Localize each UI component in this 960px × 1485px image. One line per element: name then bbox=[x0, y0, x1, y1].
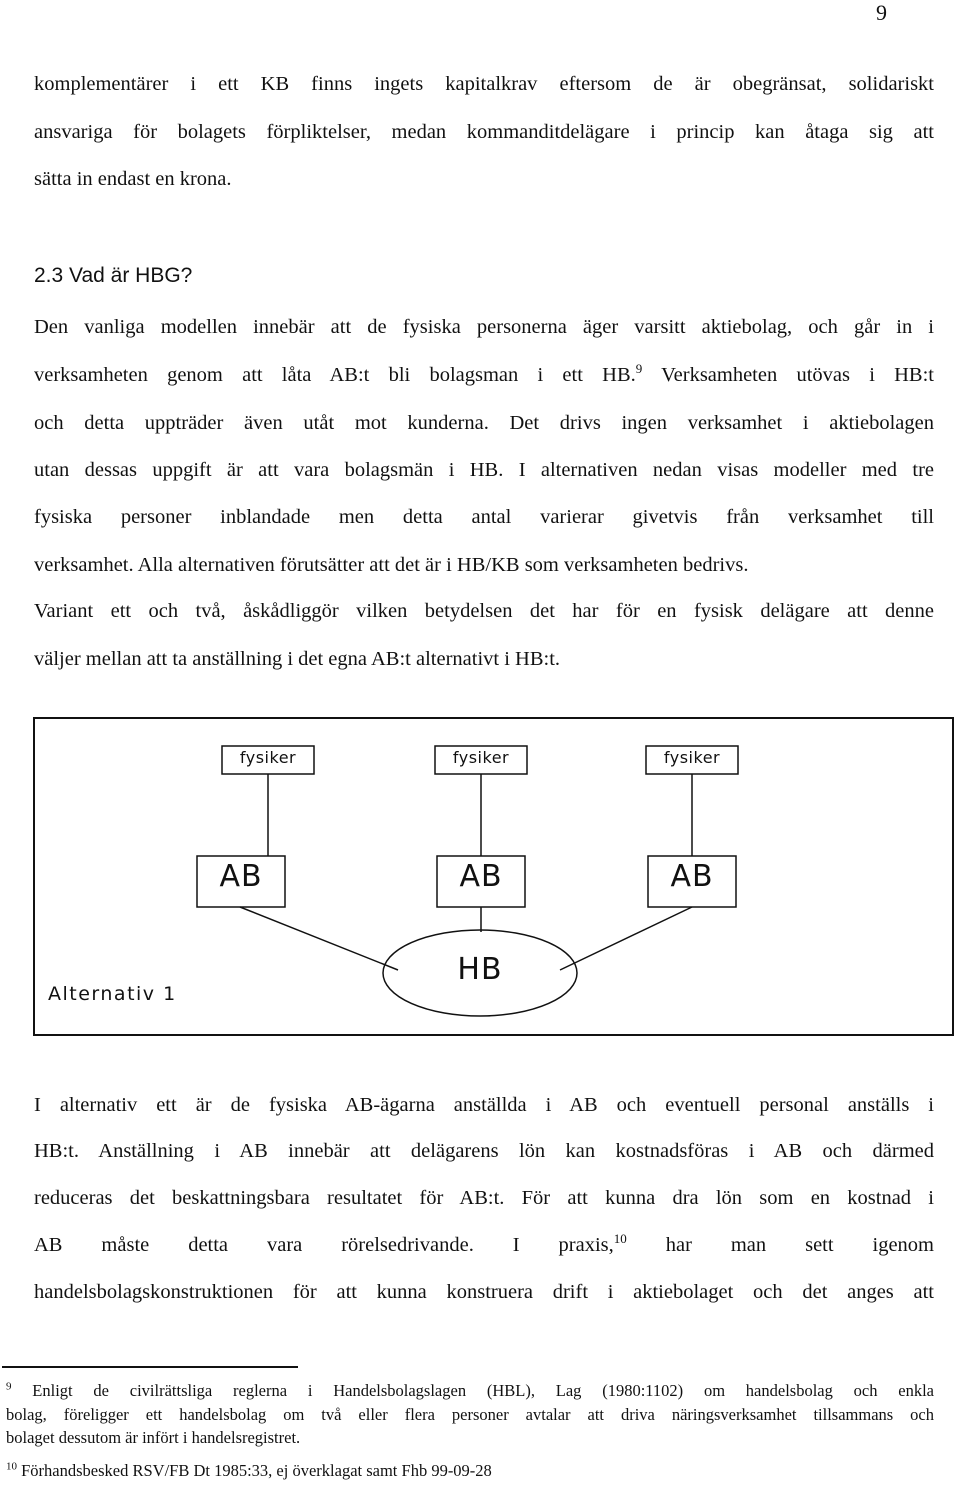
text-run: AB måste detta vara rörelsedrivande. I praxis, bbox=[34, 1234, 614, 1256]
footnote-text: Förhandsbesked RSV/FB Dt 1985:33, ej överklagat samt Fhb 99-09-28 bbox=[17, 1461, 492, 1480]
paragraph-line: komplementärer i ett KB finns ingets kapitalkrav eftersom de är obegränsat, solidariskt bbox=[34, 73, 934, 95]
paragraph-line: handelsbolagskonstruktionen för att kunna konstruera drift i aktiebolaget och det anges att bbox=[34, 1281, 934, 1303]
ownership-diagram bbox=[33, 717, 954, 1036]
footnote-text: bolag, föreligger ett handelsbolag om två eller flera personer avtalar att driva näringsverksamhet tillsammans och bbox=[6, 1405, 934, 1424]
person-label: fysiker bbox=[663, 748, 721, 767]
footnote-10 bbox=[6, 1460, 934, 1482]
paragraph-line: väljer mellan att ta anställning i det egna AB:t alternativt i HB:t. bbox=[34, 648, 561, 670]
paragraph-line: HB:t. Anställning i AB innebär att delägarens lön kan kostnadsföras i AB och därmed bbox=[34, 1140, 934, 1162]
footnote-ref[interactable]: 10 bbox=[613, 1231, 627, 1247]
paragraph-line: I alternativ ett är de fysiska AB-ägarna anställda i AB och eventuell personal anställs i bbox=[34, 1094, 934, 1116]
paragraph-line: sätta in endast en krona. bbox=[34, 168, 232, 190]
paragraph-line: verksamhet. Alla alternativen förutsätter att det är i HB/KB som verksamheten bedrivs. bbox=[34, 554, 749, 576]
footnote-number: 10 bbox=[6, 1460, 17, 1473]
footnote-number: 9 bbox=[6, 1380, 12, 1393]
footnote-9 bbox=[6, 1380, 934, 1402]
paragraph-line: Den vanliga modellen innebär att de fysiska personerna äger varsitt aktiebolag, och går in i bbox=[34, 316, 934, 338]
page-number: 9 bbox=[876, 0, 887, 25]
paragraph-line: och detta uppträder även utåt mot kunderna. Det drivs ingen verksamhet i aktiebolagen bbox=[34, 412, 934, 434]
paragraph-line: Variant ett och två, åskådliggör vilken betydelsen det har för en fysisk delägare att denne bbox=[34, 600, 934, 622]
section-heading: 2.3 Vad är HBG? bbox=[34, 264, 193, 287]
footnote-text: Enligt de civilrättsliga reglerna i Handelsbolagslagen (HBL), Lag (1980:1102) om handelsbolag och enkla bbox=[11, 1381, 934, 1400]
paragraph-line: fysiska personer inblandade men detta antal varierar givetvis från verksamhet till bbox=[34, 506, 934, 528]
alternative-label: Alternativ 1 bbox=[48, 983, 177, 1005]
paragraph-line: utan dessas uppgift är att vara bolagsmän i HB. I alternativen nedan visas modeller med tre bbox=[34, 459, 934, 481]
text-run: har man sett igenom bbox=[626, 1234, 935, 1256]
connector-line bbox=[560, 907, 692, 970]
company-label: AB bbox=[459, 859, 503, 894]
connector-line bbox=[240, 907, 398, 970]
person-label: fysiker bbox=[239, 748, 297, 767]
paragraph-line: reduceras det beskattningsbara resultatet för AB:t. För att kunna dra lön som en kostnad i bbox=[34, 1187, 934, 1209]
footnote-ref[interactable]: 9 bbox=[635, 361, 643, 377]
text-run: Verksamheten utövas i HB:t bbox=[642, 364, 934, 386]
paragraph-line bbox=[34, 361, 934, 389]
paragraph-line bbox=[34, 1231, 934, 1259]
text-run: verksamheten genom att låta AB:t bli bolagsman i ett HB. bbox=[34, 364, 636, 386]
company-label: AB bbox=[219, 859, 263, 894]
footnote-separator bbox=[2, 1366, 298, 1368]
person-label: fysiker bbox=[452, 748, 510, 767]
paragraph-line: ansvariga för bolagets förpliktelser, medan kommanditdelägare i princip kan åtaga sig att bbox=[34, 121, 934, 143]
company-label: AB bbox=[670, 859, 714, 894]
partnership-label: HB bbox=[457, 952, 503, 987]
footnote-text: bolaget dessutom är infört i handelsregistret. bbox=[6, 1428, 301, 1447]
